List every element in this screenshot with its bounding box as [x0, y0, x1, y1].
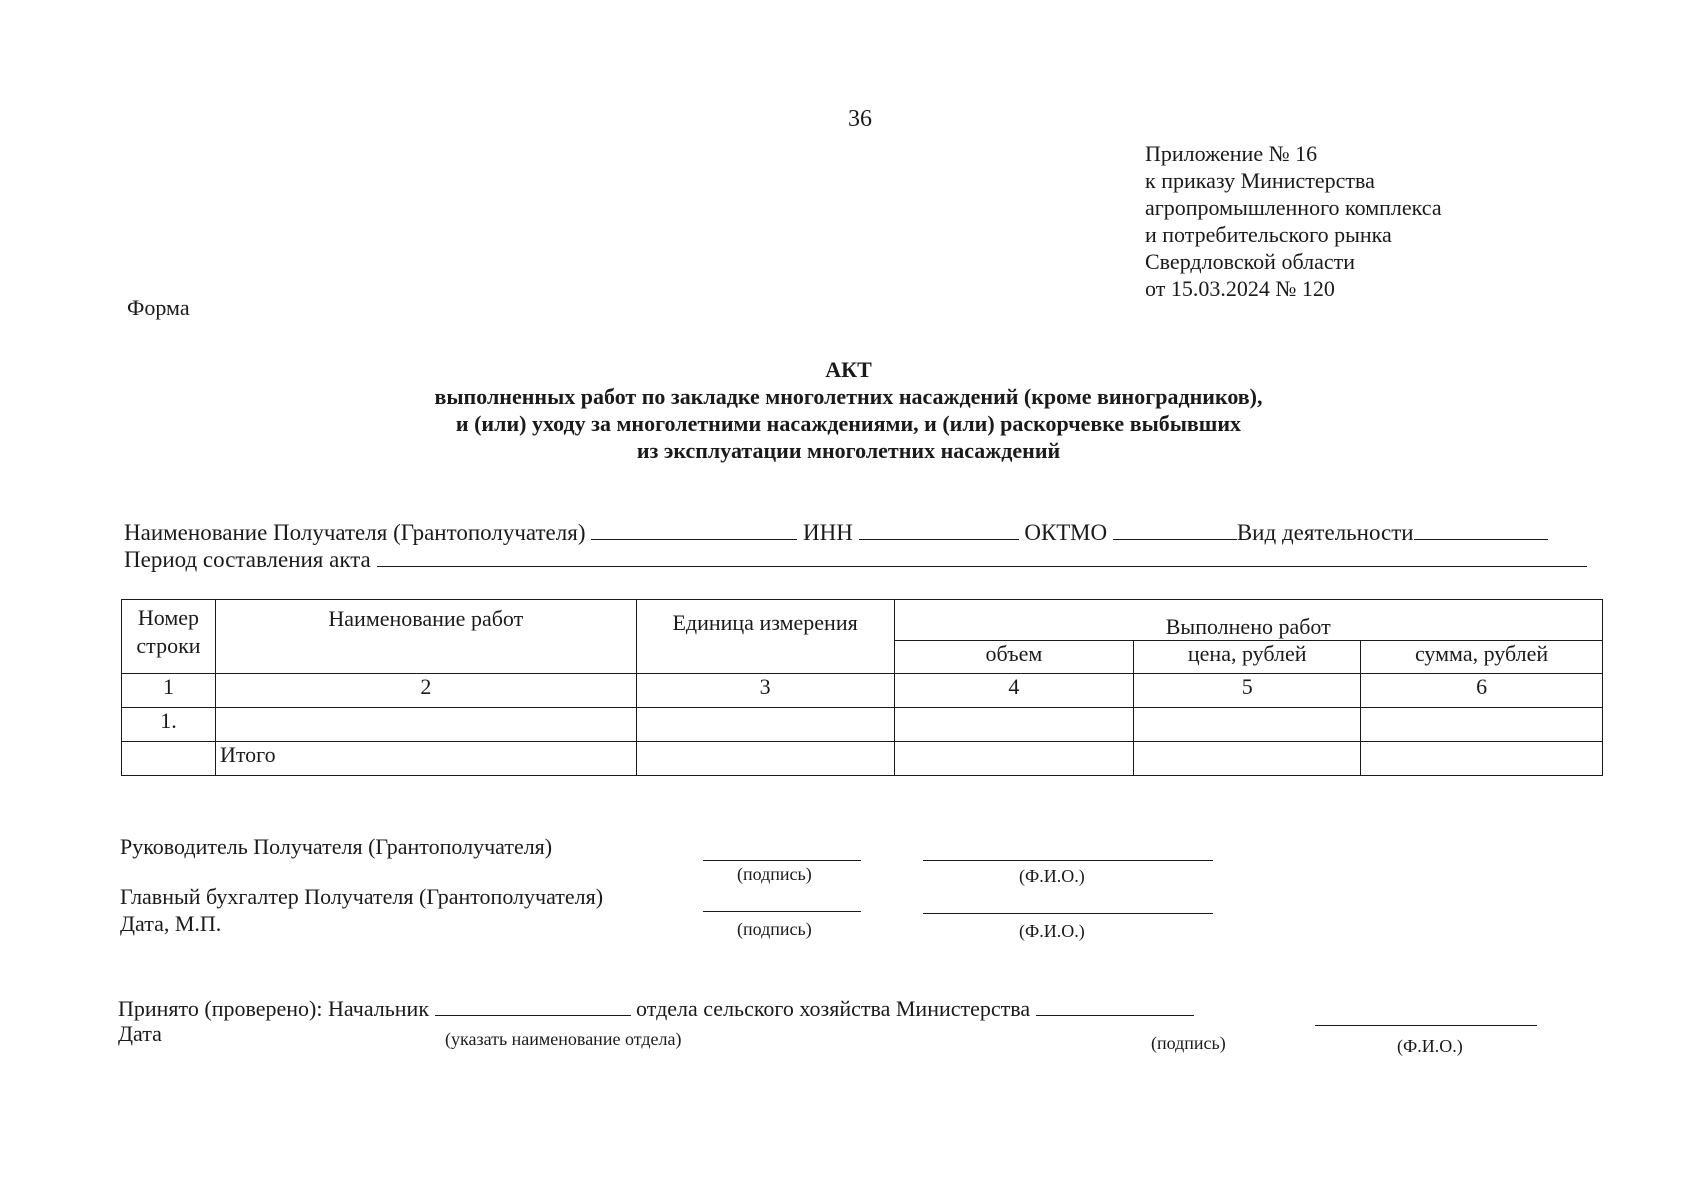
appendix-line: агропромышленного комплекса [1145, 195, 1442, 220]
recipient-fields-row [124, 520, 1548, 546]
inn-input-line[interactable] [859, 521, 1019, 540]
department-input-line[interactable] [435, 997, 631, 1016]
table-row [122, 708, 1603, 742]
column-number: 3 [636, 674, 894, 708]
column-number: 1 [122, 674, 216, 708]
price-cell[interactable] [1134, 742, 1361, 776]
acceptance-middle: отдела сельского хозяйства Министерства [636, 996, 1031, 1021]
accountant-signature-label: Главный бухгалтер Получателя (Грантополучателя) [120, 884, 604, 909]
header-row-number: Номер строки [122, 600, 216, 674]
column-number: 4 [894, 674, 1134, 708]
head-signature-line[interactable] [703, 860, 861, 861]
appendix-line: Свердловской области [1145, 249, 1355, 274]
total-label: Итого [215, 742, 636, 776]
activity-input-line[interactable] [1414, 521, 1548, 540]
price-cell[interactable] [1134, 708, 1361, 742]
activity-label: Вид деятельности [1236, 520, 1414, 545]
total-row [122, 742, 1603, 776]
acceptance-row [118, 996, 1194, 1022]
form-label: Форма [127, 295, 190, 320]
oktmo-input-line[interactable] [1113, 521, 1237, 540]
accountant-signature-line[interactable] [703, 911, 861, 912]
header-unit: Единица измерения [636, 600, 894, 674]
appendix-line: Приложение № 16 [1145, 141, 1318, 166]
header-work-name: Наименование работ [215, 600, 636, 674]
works-table [121, 599, 1603, 776]
acceptance-fio-line[interactable] [1315, 1025, 1537, 1026]
acceptance-date-label: Дата [118, 1021, 162, 1046]
period-input-line[interactable] [377, 548, 1587, 567]
date-stamp-label: Дата, М.П. [120, 911, 222, 936]
row-number-cell: 1. [122, 708, 216, 742]
row-number-cell [122, 742, 216, 776]
appendix-line: и потребительского рынка [1145, 222, 1392, 247]
appendix-line: к приказу Министерства [1145, 168, 1375, 193]
accountant-signature-caption: (подпись) [737, 919, 812, 939]
period-label: Период составления акта [124, 547, 371, 572]
volume-cell[interactable] [894, 742, 1134, 776]
work-name-cell[interactable] [215, 708, 636, 742]
header-volume: объем [894, 641, 1134, 674]
department-caption: (указать наименование отдела) [445, 1029, 682, 1049]
header-sum: сумма, рублей [1361, 641, 1603, 674]
appendix-reference [1145, 140, 1442, 302]
header-performed: Выполнено работ [894, 600, 1603, 641]
header-price: цена, рублей [1134, 641, 1361, 674]
accountant-fio-caption: (Ф.И.О.) [1019, 921, 1085, 941]
oktmo-label: ОКТМО [1024, 520, 1108, 545]
acceptance-prefix: Принято (проверено): Начальник [118, 996, 430, 1021]
unit-cell[interactable] [636, 742, 894, 776]
title-line: выполненных работ по закладке многолетних насаждений (кроме виноградников), [434, 384, 1263, 409]
title-heading: АКТ [825, 357, 872, 382]
period-field-row [124, 547, 1587, 573]
column-number: 2 [215, 674, 636, 708]
unit-cell[interactable] [636, 708, 894, 742]
document-title [0, 356, 1697, 464]
head-signature-label: Руководитель Получателя (Грантополучателя) [120, 834, 553, 859]
appendix-line: от 15.03.2024 № 120 [1145, 276, 1335, 301]
head-fio-line[interactable] [923, 860, 1213, 861]
acceptance-signature-caption: (подпись) [1151, 1033, 1226, 1053]
title-line: и (или) уходу за многолетними насаждениями, и (или) раскорчевке выбывших [455, 411, 1242, 436]
sum-cell[interactable] [1361, 708, 1603, 742]
column-number: 5 [1134, 674, 1361, 708]
volume-cell[interactable] [894, 708, 1134, 742]
head-fio-caption: (Ф.И.О.) [1019, 866, 1085, 886]
head-signature-caption: (подпись) [737, 864, 812, 884]
title-line: из эксплуатации многолетних насаждений [636, 438, 1061, 463]
recipient-label: Наименование Получателя (Грантополучателя) [124, 520, 586, 545]
sum-cell[interactable] [1361, 742, 1603, 776]
acceptance-signature-line[interactable] [1036, 997, 1194, 1016]
acceptance-fio-caption: (Ф.И.О.) [1397, 1036, 1463, 1056]
column-number: 6 [1361, 674, 1603, 708]
page-number: 36 [848, 106, 872, 132]
inn-label: ИНН [802, 520, 853, 545]
accountant-fio-line[interactable] [923, 913, 1213, 914]
recipient-input-line[interactable] [591, 521, 797, 540]
